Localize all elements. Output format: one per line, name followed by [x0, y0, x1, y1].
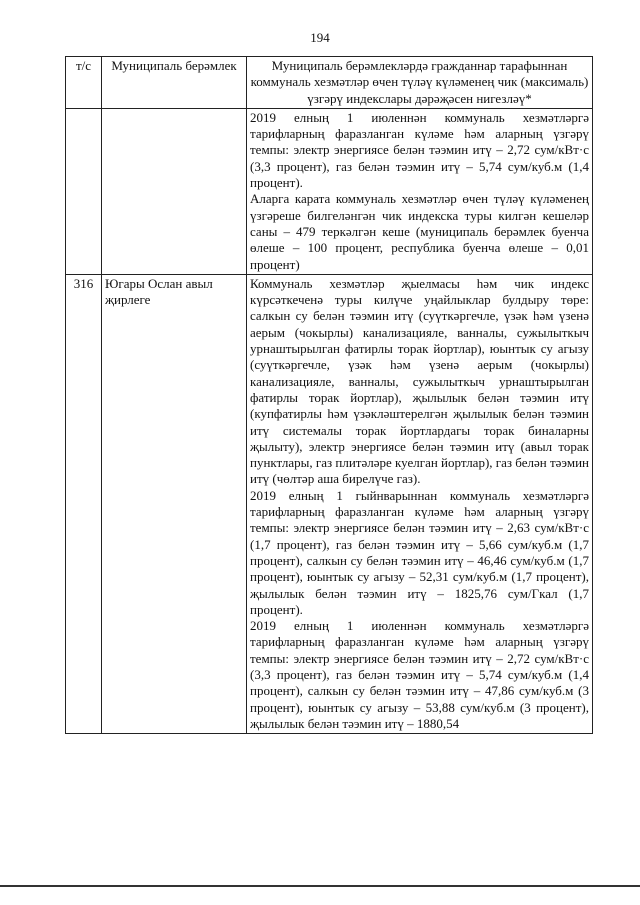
- tariff-table: [65, 56, 593, 734]
- header-number: т/с: [66, 57, 102, 109]
- table-row-continuation: [66, 108, 593, 274]
- header-justification: Муниципаль берәмлекләрдә гражданнар тарафыннан коммуналь хезмәтләр өчен түләү күләменең чик (максималь) үзгәрү индекслары дәрәҗәсен нигезләү*: [247, 57, 593, 109]
- paragraph-tariffs-january: 2019 елның 1 гыйнварыннан коммуналь хезмәтләргә тарифларның фаразланган күләме һәм аларның үзгәрү темпы: электр энергиясе белән тәэмин итү – 2,63 сум/кВт·с (1,7 процент), газ белән тәэмин итү – 5,66 сум/куб.м (1,7 процент), салкын су белән тәэмин итү – 46,46 сум/куб.м (1,7 процент), юынтык су агызу – 52,31 сум/куб.м (1,7 процент), җылылык белән тәэмин итү – 1825,76 сум/Гкал (1,7 процент).: [250, 487, 589, 617]
- paragraph-tariffs-july: 2019 елның 1 июленнән коммуналь хезмәтләргә тарифларның фаразланган күләме һәм аларның үзгәрү темпы: электр энергиясе белән тәэмин итү – 2,72 сум/кВт·с (3,3 процент), газ белән тәэмин итү – 5,74 сум/куб.м (1,4 процент), салкын су белән тәэмин итү – 47,86 сум/куб.м (3 процент), юынтык су агызу – 53,88 сум/куб.м (3 процент), җылылык белән тәэмин итү – 1880,54: [250, 618, 589, 731]
- table-row-316: [66, 274, 593, 733]
- header-municipality: Муниципаль берәмлек: [102, 57, 247, 109]
- page-bottom-rule: [0, 885, 640, 887]
- cell-municipality-name: Югары Ослан авыл җирлеге: [102, 274, 247, 733]
- paragraph-tariffs-july: 2019 елның 1 июленнән коммуналь хезмәтләргә тарифларның фаразланган күләме һәм аларның үзгәрү темпы: электр энергиясе белән тәэмин итү – 2,72 сум/кВт·с (3,3 процент), газ белән тәэмин итү – 5,74 сум/куб.м (1,4 процент).: [250, 109, 589, 191]
- paragraph-people-count: Аларга карата коммуналь хезмәтләр өчен түләү күләменең үзгәреше билгеләнгән чик индекска туры килгән кешеләр саны – 479 теркәлгән кеше (муниципаль берәмлек буенча өлеше – 100 процент, республика буенча өлеше – 0,01 процент): [250, 191, 589, 272]
- page-number: 194: [310, 30, 330, 45]
- table-header-row: [66, 57, 593, 109]
- paragraph-services-set: Коммуналь хезмәтләр җыелмасы һәм чик индекс күрсәткеченә туры килүче уңайлыклар булдыру төре: салкын су белән тәэмин итү (суүткәргечле, үзәк һәм үзенә аерым (чокырлы) канализацияле, ванналы, сужылыткыч урнаштырылган фатирлы торак йортлар), юынтык су агызу (суүткәргечле, үзәк һәм үзенә аерым (чокырлы) канализацияле, ванналы, сужылыткыч урнаштырылган фатирлы торак йортлар), җылылык белән тәэмин итү (купфатирлы һәм үзәкләштерелгән җылылык белән тәэмин итү системалы торак йортлардагы торак биналарны җылыту), электр энергиясе белән тәэмин итү (авыл торак пунктлары, газ плитәләре куелган йортлар), газ белән тәэмин итү (чөлтәр аша бирелүче газ).: [250, 275, 590, 487]
- cell-number-empty: [66, 108, 102, 274]
- cell-row-number: 316: [66, 274, 102, 733]
- cell-justification: [247, 274, 593, 733]
- cell-municipality-empty: [102, 108, 247, 274]
- cell-justification-continuation: [247, 108, 593, 274]
